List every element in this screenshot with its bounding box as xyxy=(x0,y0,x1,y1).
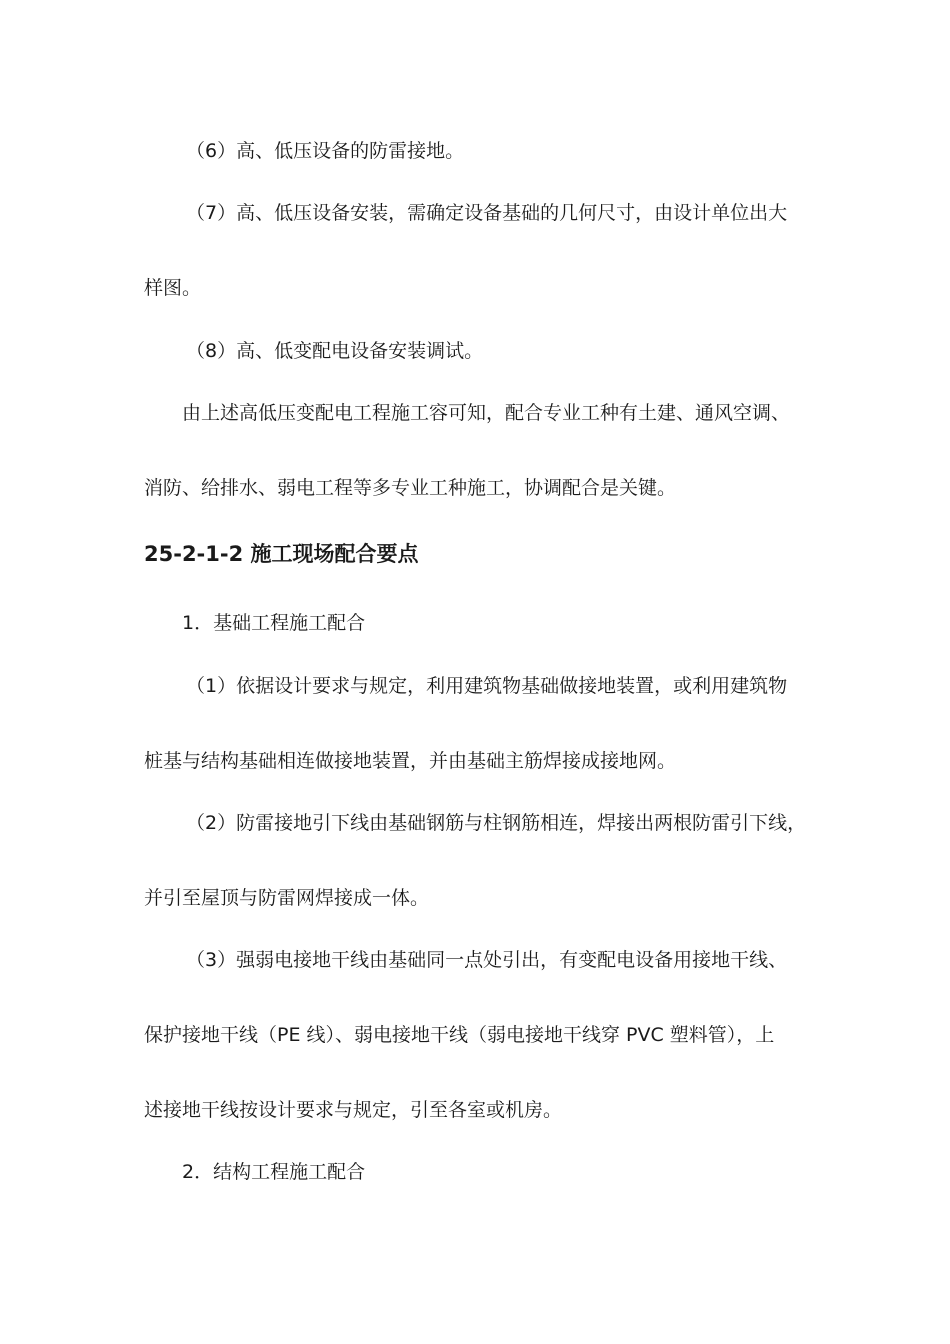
paragraph-1-line-2: 桩基与结构基础相连做接地装置，并由基础主筋焊接成接地网。 xyxy=(144,750,677,772)
summary-paragraph-line-1: 由上述高低压变配电工程施工容可知，配合专业工种有土建、通风空调、 xyxy=(182,402,791,424)
paragraph-item-7-line-1: （7）高、低压设备安装，需确定设备基础的几何尺寸，由设计单位出大 xyxy=(186,202,788,224)
paragraph-2-line-2: 并引至屋顶与防雷网焊接成一体。 xyxy=(144,887,430,909)
subsection-title-1: 1．基础工程施工配合 xyxy=(182,612,366,634)
paragraph-2-line-1: （2）防雷接地引下线由基础钢筋与柱钢筋相连，焊接出两根防雷引下线， xyxy=(186,812,807,834)
section-heading: 25-2-1-2 施工现场配合要点 xyxy=(144,542,419,566)
paragraph-item-7-line-2: 样图。 xyxy=(144,277,202,299)
paragraph-3-line-1: （3）强弱电接地干线由基础同一点处引出，有变配电设备用接地干线、 xyxy=(186,949,788,971)
subsection-title-2: 2．结构工程施工配合 xyxy=(182,1161,366,1183)
summary-paragraph-line-2: 消防、给排水、弱电工程等多专业工种施工，协调配合是关键。 xyxy=(144,477,677,499)
paragraph-3-line-2: 保护接地干线（PE 线）、弱电接地干线（弱电接地干线穿 PVC 塑料管），上 xyxy=(144,1024,775,1046)
paragraph-3-line-3: 述接地干线按设计要求与规定，引至各室或机房。 xyxy=(144,1099,563,1121)
paragraph-1-line-1: （1）依据设计要求与规定，利用建筑物基础做接地装置，或利用建筑物 xyxy=(186,675,788,697)
paragraph-item-6: （6）高、低压设备的防雷接地。 xyxy=(186,140,465,162)
paragraph-item-8: （8）高、低变配电设备安装调试。 xyxy=(186,340,484,362)
